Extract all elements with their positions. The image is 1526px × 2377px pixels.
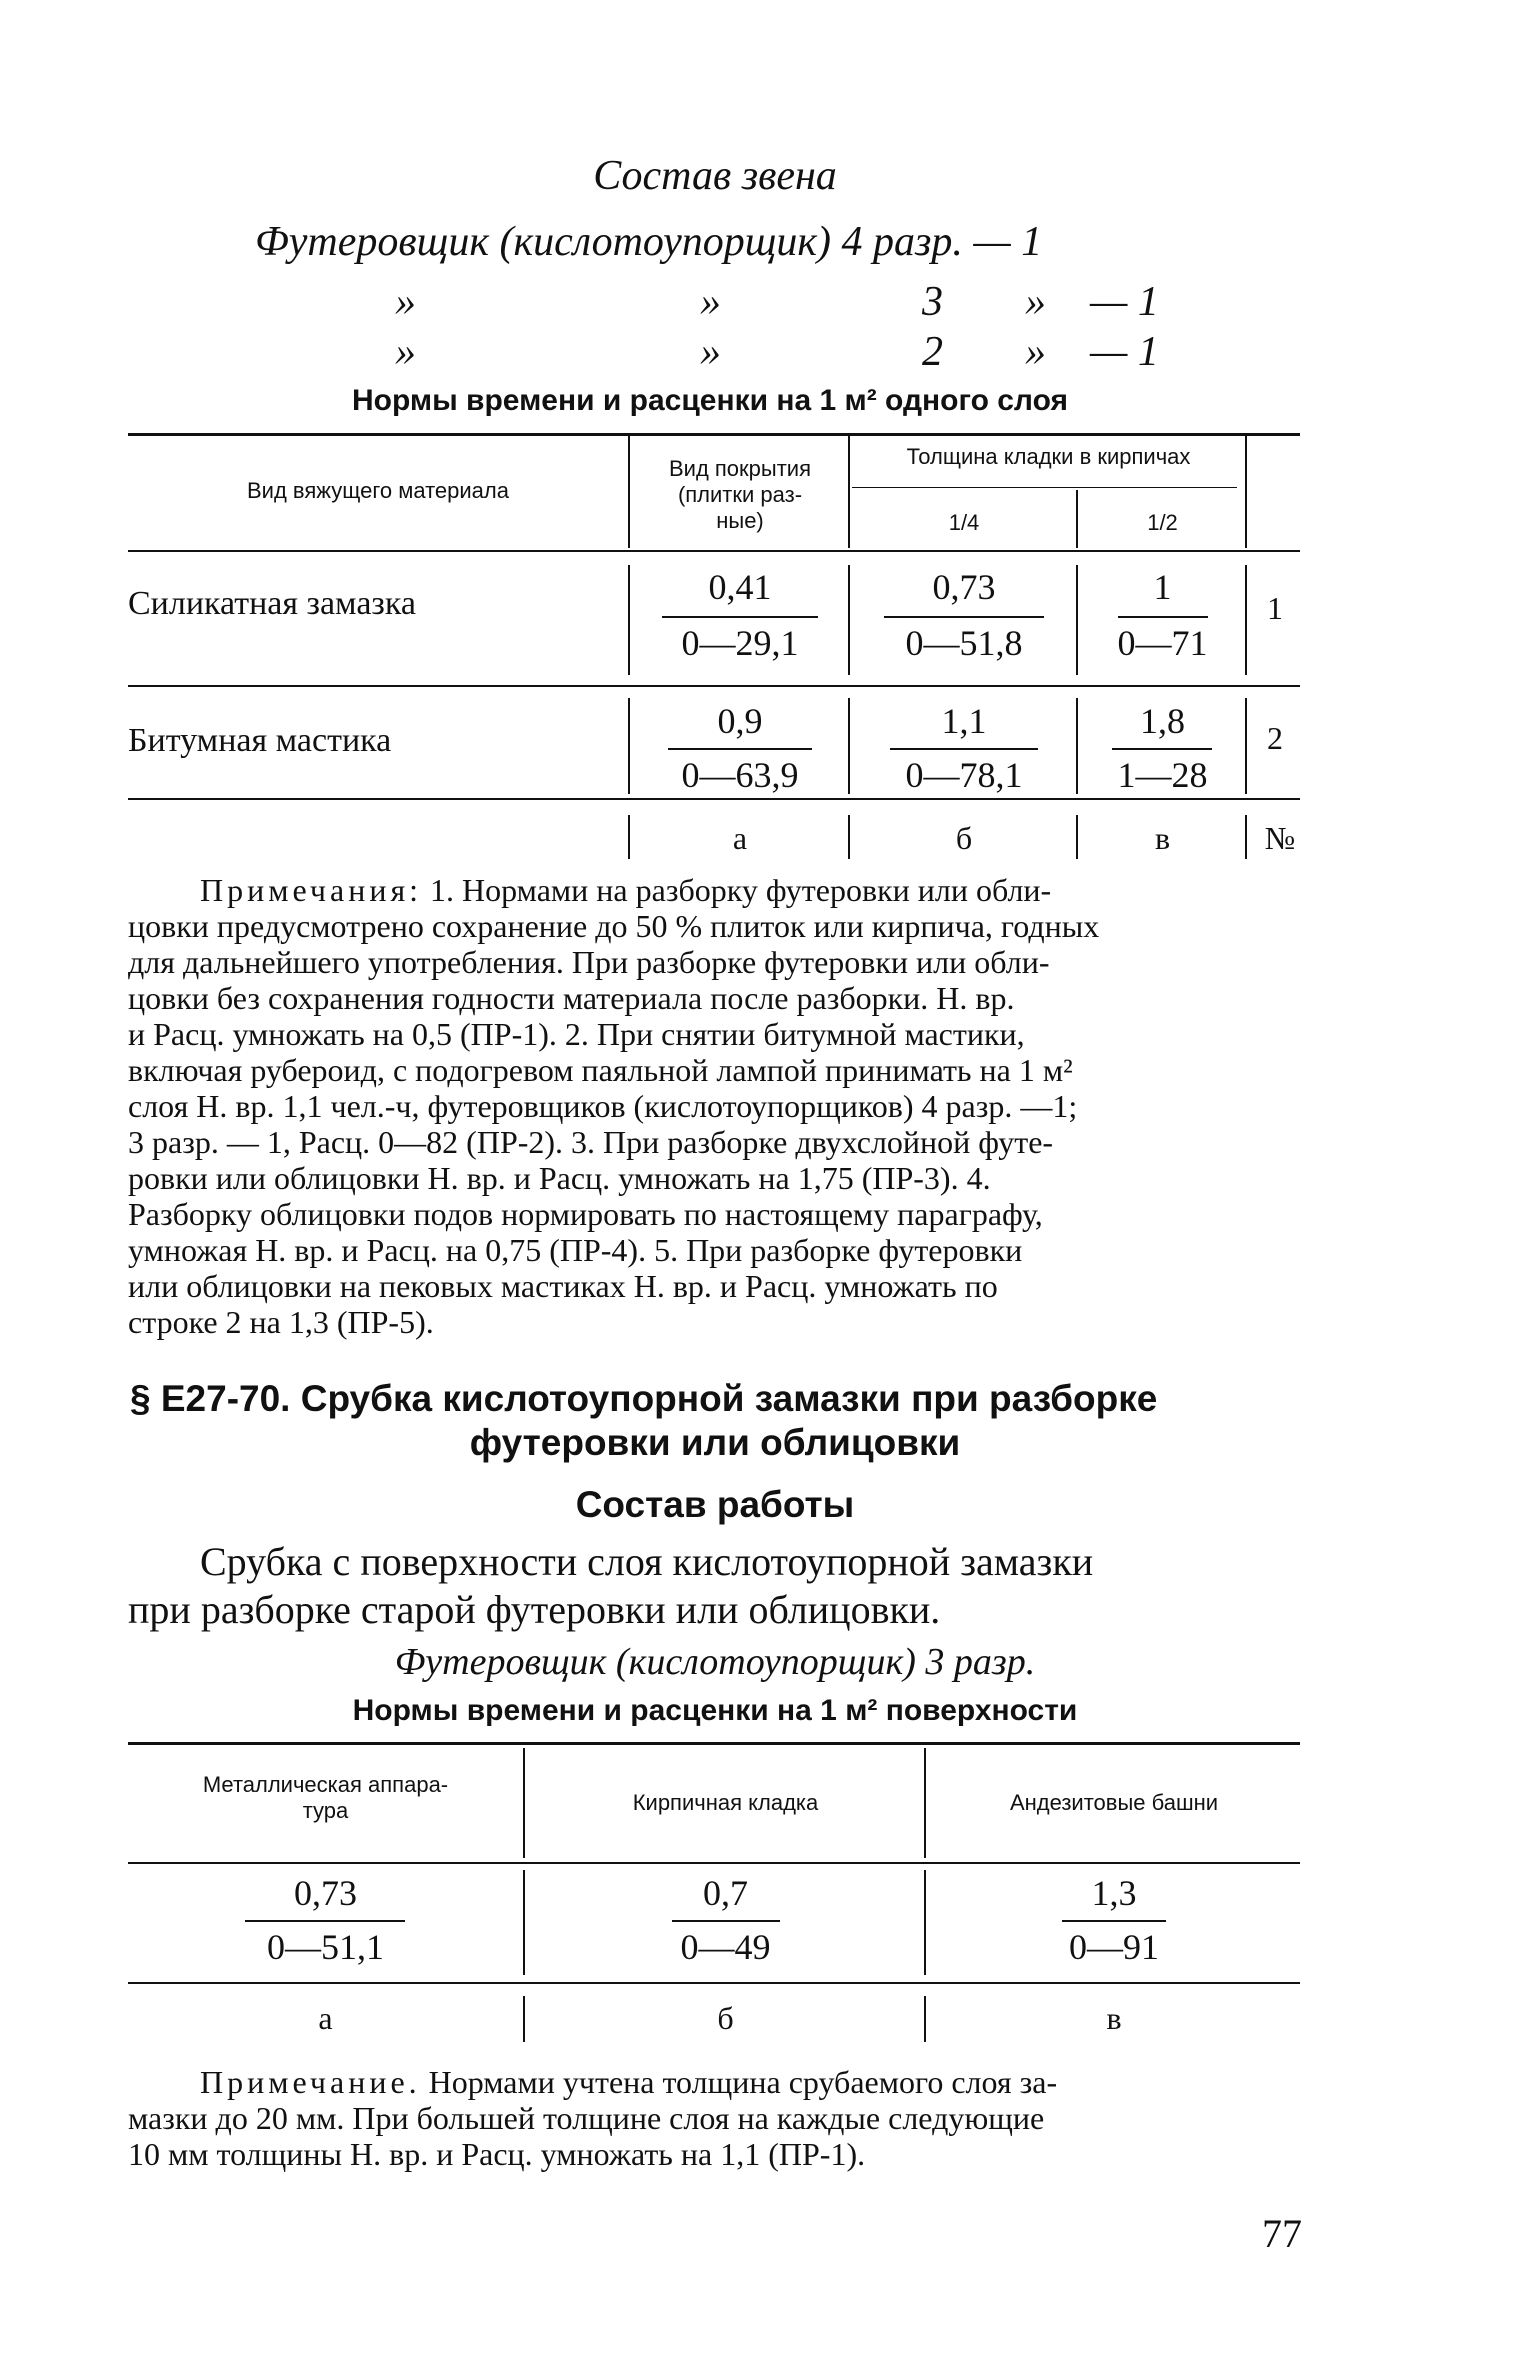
header-thickness: Толщина кладки в кирпичах	[906, 444, 1191, 469]
rule	[523, 1870, 525, 1975]
section-title: § Е27-70. Срубка кислотоупорной замазки при разборке	[130, 1378, 1158, 1419]
rate: 0—71	[1117, 623, 1208, 663]
work-description-continued: при разборке старой футеровки или облицовки.	[128, 1587, 941, 1632]
rate: 1—28	[1117, 755, 1208, 795]
work-description: Срубка с поверхности слоя кислотоупорной замазки	[200, 1539, 1094, 1584]
note-line	[128, 2064, 1308, 2100]
notes-line: слоя Н. вр. 1,1 чел.-ч, футеровщиков (кислотоупорщиков) 4 разр. —1;	[128, 1088, 1078, 1124]
rate: 0—29,1	[681, 623, 799, 663]
header-brick: Кирпичная кладка	[632, 1790, 819, 1815]
column-letter: а	[732, 820, 748, 856]
column-letter: б	[955, 820, 973, 856]
rule	[924, 1996, 926, 2042]
crew-single: Футеровщик (кислотоупорщик) 3 разр.	[394, 1641, 1036, 1683]
notes-line: цовки предусмотрено сохранение до 50 % плиток или кирпича, годных	[128, 908, 1100, 944]
notes-line: включая рубероид, с подогревом паяльной лампой принимать на 1 м²	[128, 1052, 1073, 1088]
rule	[924, 1870, 926, 1975]
row-number: 1	[1267, 590, 1283, 626]
norm-time: 1,8	[1140, 701, 1185, 741]
note-line: 10 мм толщины Н. вр. и Расц. умножать на 1,1 (ПР-1).	[128, 2136, 866, 2172]
ditto-mark: »	[395, 329, 416, 375]
header-metal-line: тура	[302, 1798, 349, 1823]
header-quarter: 1/4	[948, 510, 980, 535]
column-letter: в	[1106, 2000, 1122, 2036]
norm-time: 0,9	[717, 701, 763, 741]
column-number-sign: №	[1264, 820, 1296, 856]
note-text: Нормами учтена толщина срубаемого слоя за-	[420, 2064, 1058, 2100]
notes-line: ровки или облицовки Н. вр. и Расц. умножать на 1,75 (ПР-3). 4.	[128, 1160, 991, 1196]
rate: 0—78,1	[905, 755, 1023, 795]
rule	[924, 1748, 926, 1858]
header-cover-line: Вид покрытия	[668, 456, 811, 481]
notes-text: 1. Нормами на разборку футеровки или обли-	[422, 872, 1052, 908]
column-letter: а	[318, 2000, 333, 2036]
ditto-mark: »	[700, 279, 721, 325]
table1-title: Нормы времени и расценки на 1 м² одного слоя	[351, 384, 1069, 417]
norm-time: 0,7	[703, 1873, 748, 1913]
header-metal-line: Металлическая аппара-	[202, 1772, 449, 1797]
fraction-line	[1062, 1920, 1166, 1922]
notes-line: 3 разр. — 1, Расц. 0—82 (ПР-2). 3. При разборке двухслойной футе-	[128, 1124, 1054, 1160]
grade: 2	[922, 329, 943, 375]
norm-time: 0,73	[294, 1873, 357, 1913]
notes-line: и Расц. умножать на 0,5 (ПР-1). 2. При снятии битумной мастики,	[128, 1016, 1025, 1052]
notes-line: умножая Н. вр. и Расц. на 0,75 (ПР-4). 5. При разборке футеровки	[128, 1232, 1023, 1268]
row-number: 2	[1267, 720, 1283, 756]
notes-line: цовки без сохранения годности материала после разборки. Н. вр.	[128, 980, 1015, 1016]
crew-line-4: Футеровщик (кислотоупорщик) 4 разр. — 1	[255, 219, 1043, 265]
rule	[128, 1742, 1300, 1745]
note-line: мазки до 20 мм. При большей толщине слоя на каждые следующие	[128, 2100, 1045, 2136]
header-half: 1/2	[1147, 510, 1178, 535]
grade: 3	[922, 279, 943, 325]
header-metal	[128, 1772, 523, 1824]
header-material: Вид вяжущего материала	[247, 478, 509, 503]
row-material-name: Силикатная замазка	[128, 585, 416, 622]
header-cover-line: ные)	[716, 508, 764, 533]
note-label: Примечание.	[200, 2064, 421, 2100]
row-material-name: Битумная мастика	[128, 722, 392, 759]
rate: 0—91	[1069, 1927, 1159, 1967]
work-heading: Состав работы	[575, 1484, 855, 1525]
notes-line: строке 2 на 1,3 (ПР-5).	[128, 1304, 434, 1340]
notes-label: Примечания:	[200, 872, 423, 908]
ditto-mark: »	[1025, 279, 1046, 325]
column-letter: б	[717, 2000, 734, 2036]
notes-line: или облицовки на пековых мастиках Н. вр. и Расц. умножать по	[128, 1268, 998, 1304]
fraction-line	[245, 1920, 405, 1922]
norm-time: 0,41	[708, 567, 772, 607]
ditto-mark: »	[1025, 329, 1046, 375]
count: — 1	[1090, 279, 1159, 325]
ditto-mark: »	[395, 279, 416, 325]
rate: 0—51,8	[905, 623, 1023, 663]
notes-line: для дальнейшего употребления. При разборке футеровки или обли-	[128, 944, 1050, 980]
column-letter: в	[1154, 820, 1171, 856]
count: — 1	[1090, 329, 1159, 375]
header-andesite: Андезитовые башни	[1009, 1790, 1219, 1815]
rule	[128, 1982, 1300, 1984]
norm-time: 0,73	[932, 567, 996, 607]
table2-title: Нормы времени и расценки на 1 м² поверхности	[352, 1694, 1078, 1727]
rate: 0—49	[680, 1927, 771, 1967]
rule	[523, 1996, 525, 2042]
rule	[128, 1862, 1300, 1864]
norm-time: 1,3	[1091, 1873, 1137, 1913]
norm-time: 1,1	[941, 701, 987, 741]
norm-time: 1	[1153, 567, 1172, 607]
header-cover-line: (плитки раз-	[677, 482, 803, 507]
note-block	[128, 2064, 1308, 2172]
rate: 0—63,9	[681, 755, 799, 795]
crew-heading: Состав звена	[593, 153, 837, 199]
rule	[523, 1748, 525, 1858]
ditto-mark: »	[700, 329, 721, 375]
page-number: 77	[1262, 2211, 1302, 2256]
section-title-continued: футеровки или облицовки	[469, 1422, 961, 1463]
notes-line: Разборку облицовки подов нормировать по настоящему параграфу,	[128, 1196, 1043, 1232]
rate: 0—51,1	[267, 1927, 384, 1967]
fraction-line	[672, 1920, 780, 1922]
